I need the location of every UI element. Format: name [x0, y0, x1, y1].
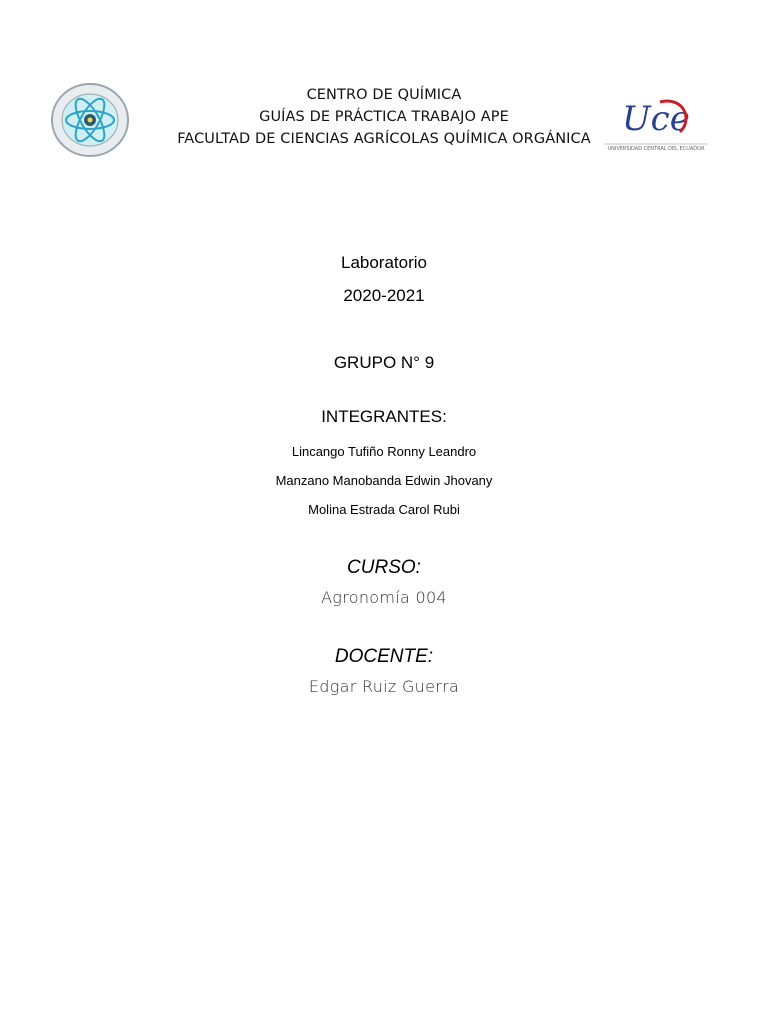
- member-item: Manzano Manobanda Edwin Jhovany: [275, 473, 493, 488]
- member-item: Lincango Tufiño Ronny Leandro: [291, 444, 477, 459]
- member-item: Molina Estrada Carol Rubi: [308, 502, 460, 517]
- course-heading: CURSO:: [347, 557, 421, 578]
- header-faculty: FACULTAD DE CIENCIAS AGRÍCOLAS QUÍMICA ORGÁNICA: [177, 131, 591, 147]
- teacher-value: Edgar Ruiz Guerra: [308, 677, 460, 696]
- svg-text:UNIVERSIDAD CENTRAL DEL ECUADO: UNIVERSIDAD CENTRAL DEL ECUADOR: [607, 146, 705, 152]
- group-label: GRUPO N° 9: [333, 353, 435, 372]
- lab-title: Laboratorio: [340, 253, 427, 272]
- teacher-heading: DOCENTE:: [334, 646, 434, 667]
- lab-period: 2020-2021: [343, 286, 425, 305]
- svg-text:Uce: Uce: [622, 99, 690, 139]
- members-heading: INTEGRANTES:: [321, 407, 447, 426]
- header-center-name: CENTRO DE QUÍMICA: [306, 87, 462, 103]
- header-guide-title: GUÍAS DE PRÁCTICA TRABAJO APE: [259, 109, 509, 125]
- course-value: Agronomía 004: [321, 588, 447, 607]
